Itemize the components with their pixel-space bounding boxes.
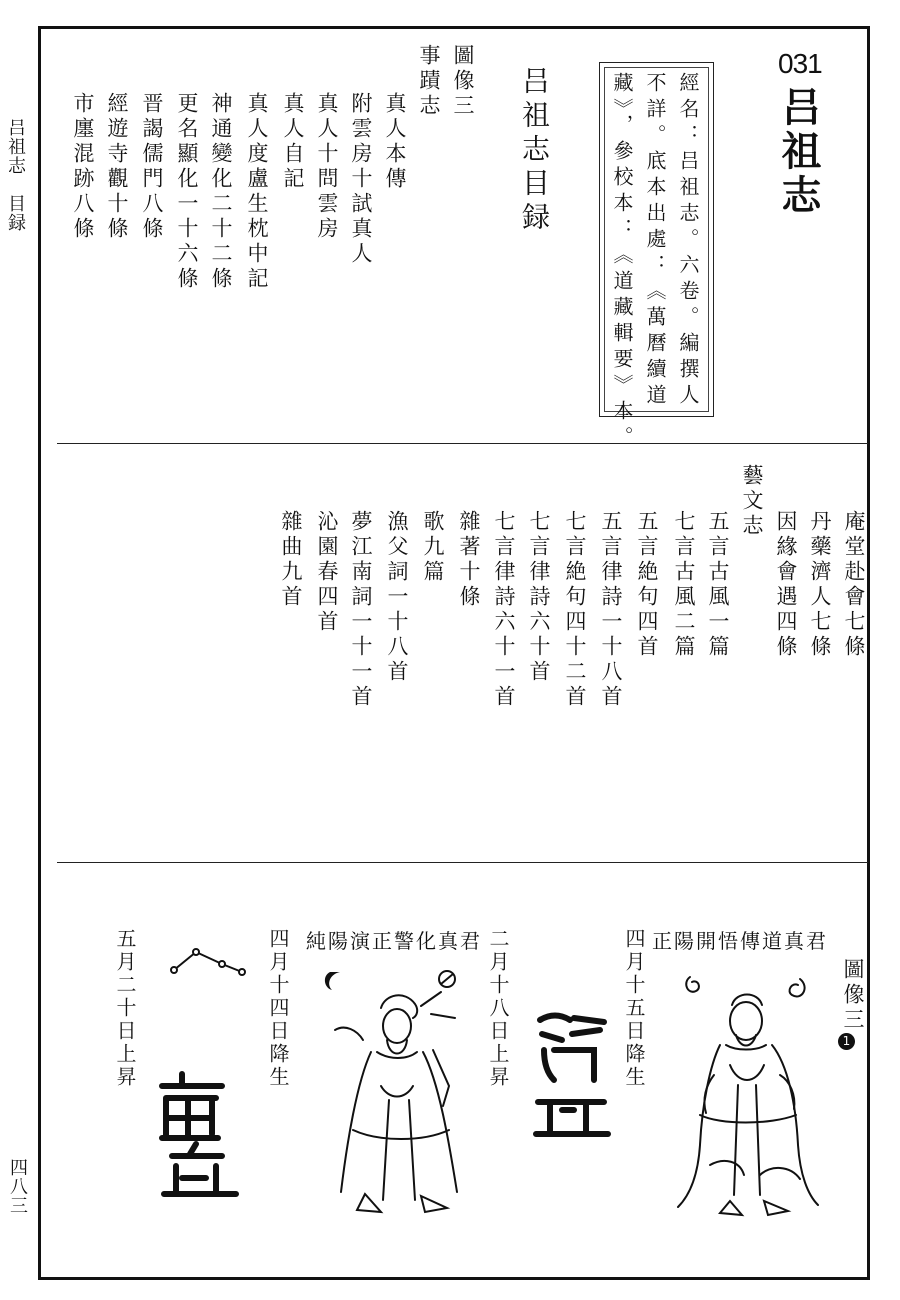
divider-bottom (57, 862, 868, 863)
book-title: 吕祖志 (775, 86, 821, 218)
toc-item: 藝文志 (740, 464, 764, 539)
seal-script-glyph-2 (152, 1066, 242, 1200)
running-title: 吕祖志 目録 (5, 118, 26, 232)
images-label: 圖像三 (841, 958, 865, 1033)
footnote-marker (838, 1030, 855, 1050)
divider-top (57, 443, 868, 444)
figure4-date: 五月二十日上昇 (113, 928, 137, 1089)
figure3-title: 純陽演正警化真君 (306, 929, 482, 953)
toc-item: 歌九篇 (421, 510, 445, 585)
toc-item: 真人本傳 (383, 92, 407, 192)
toc-item: 五言律詩一十八首 (599, 510, 623, 710)
toc-item: 更名顯化一十六條 (175, 92, 199, 292)
constellation-icon (168, 942, 248, 978)
toc-item: 雜著十條 (457, 510, 481, 610)
toc-item: 事蹟志 (417, 44, 441, 119)
toc-item: 真人自記 (281, 92, 305, 192)
toc-item: 因緣會遇四條 (774, 510, 798, 660)
crescent-moon-icon (322, 968, 346, 992)
toc-item: 五言古風一篇 (706, 510, 730, 660)
toc-item: 夢江南詞一十一首 (349, 510, 373, 710)
figure2-date: 二月十八日上昇 (486, 928, 510, 1089)
toc-item: 附雲房十試真人 (349, 92, 373, 267)
toc-item: 市廛混跡八條 (71, 92, 95, 242)
note-line-1: 經名：吕祖志。六卷。編撰人 (676, 72, 700, 410)
toc-title: 吕祖志目録 (518, 66, 551, 236)
note-line-3: 藏》，參校本：《道藏輯要》本。 (610, 72, 634, 452)
immortal-figure-center (325, 990, 475, 1220)
toc-item: 五言絶句四首 (635, 510, 659, 660)
toc-item: 七言律詩六十一首 (492, 510, 516, 710)
figure3-date: 四月十四日降生 (266, 928, 290, 1089)
figure1-date: 四月十五日降生 (622, 928, 646, 1089)
immortal-figure-right (660, 965, 830, 1230)
note-line-2: 不詳。底本出處：《萬曆續道 (643, 72, 667, 410)
page-number: 四八三 (7, 1158, 28, 1215)
toc-item: 庵堂赴會七條 (842, 510, 866, 660)
toc-item: 七言絶句四十二首 (563, 510, 587, 710)
toc-item: 圖像三 (451, 44, 475, 119)
toc-item: 七言律詩六十首 (527, 510, 551, 685)
toc-item: 經遊寺觀十條 (105, 92, 129, 242)
toc-item: 真人度盧生枕中記 (245, 92, 269, 292)
toc-item: 真人十問雲房 (315, 92, 339, 242)
figure1-title: 正陽開悟傳道真君 (652, 929, 828, 953)
toc-item: 神通變化二十二條 (209, 92, 233, 292)
toc-item: 晋謁儒門八條 (140, 92, 164, 242)
footnote-number: 1 (838, 1033, 855, 1050)
circle-symbol-icon (436, 968, 458, 990)
toc-item: 七言古風二篇 (672, 510, 696, 660)
seal-script-glyph-1 (532, 1010, 612, 1140)
toc-item: 漁父詞一十八首 (385, 510, 409, 685)
toc-item: 丹藥濟人七條 (808, 510, 832, 660)
entry-code: 031 (778, 48, 822, 79)
toc-item: 雜曲九首 (279, 510, 303, 610)
toc-item: 沁園春四首 (315, 510, 339, 635)
